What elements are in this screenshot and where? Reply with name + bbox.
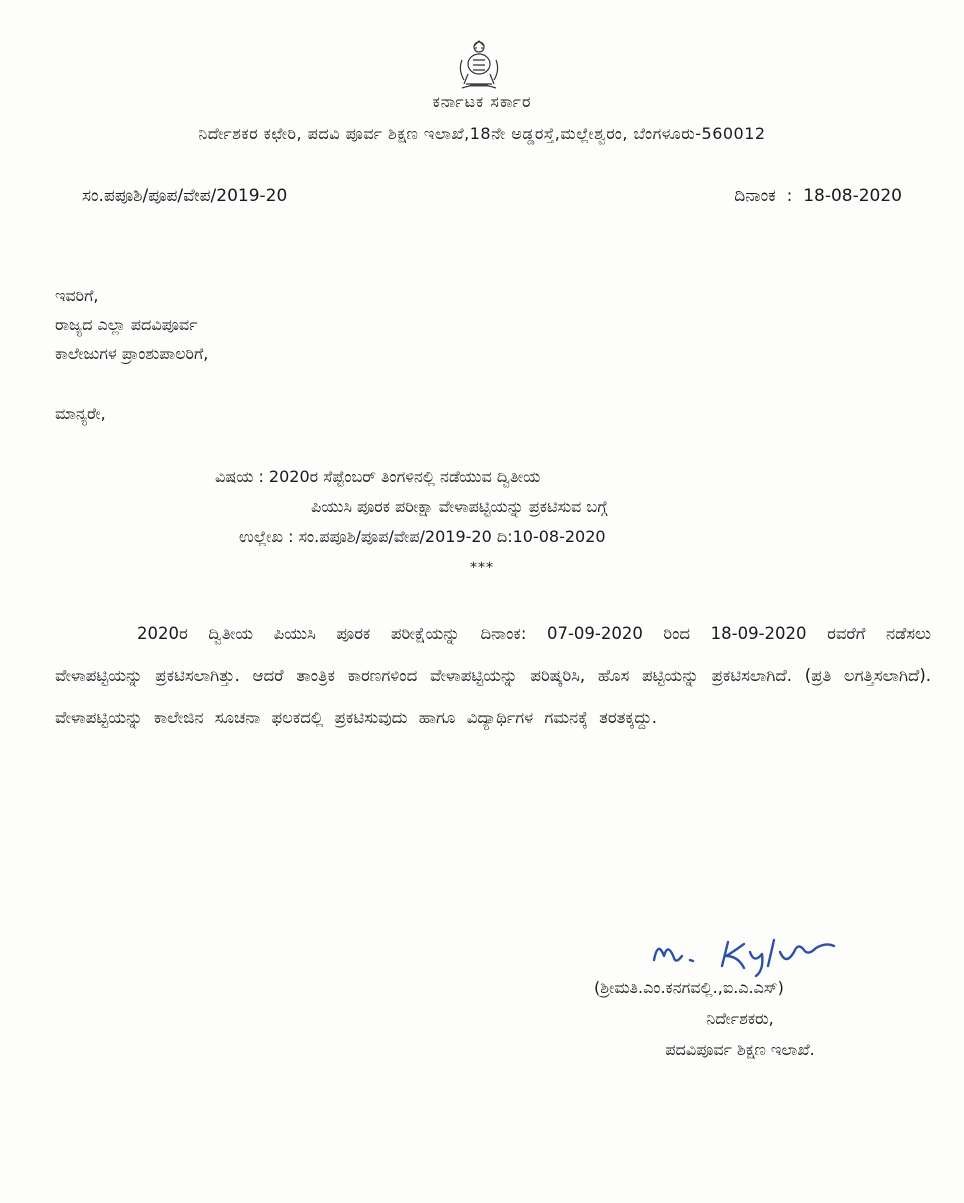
reference-value: ಸಂ.ಪಪೂಶಿ/ಪೂಪ/ವೇಪ/2019-20 ದಿ:10-08-2020 xyxy=(298,527,606,546)
salutation: ಮಾನ್ಯರೇ, xyxy=(55,404,106,423)
reference-number: ಸಂ.ಪಪೂಶಿ/ಪೂಪ/ವೇಪ/2019-20 xyxy=(82,186,288,206)
date-label: ದಿನಾಂಕ xyxy=(734,186,776,206)
signatory-name: (ಶ್ರೀಮತಿ.ಎಂ.ಕನಗವಲ್ಲಿ.,ಐ.ಎ.ಎಸ್) xyxy=(594,978,784,997)
section-separator: *** xyxy=(470,560,494,576)
subject-label: ವಿಷಯ xyxy=(215,467,254,486)
addressee-block xyxy=(55,281,208,368)
office-address: ನಿರ್ದೇಶಕರ ಕಛೇರಿ, ಪದವಿ ಪೂರ್ವ ಶಿಕ್ಷಣ ಇಲಾಖೆ,18ನೇ ಅಡ್ಡರಸ್ತೆ,ಮಲ್ಲೇಶ್ವರಂ, ಬೆಂಗಳೂರು-560012 xyxy=(198,124,766,143)
karnataka-emblem-icon xyxy=(452,38,506,92)
signatory-department: ಪದವಿಪೂರ್ವ ಶಿಕ್ಷಣ ಇಲಾಖೆ. xyxy=(665,1040,815,1059)
body-paragraph: 2020ರ ದ್ವಿತೀಯ ಪಿಯುಸಿ ಪೂರಕ ಪರೀಕ್ಷೆಯನ್ನು ದಿನಾಂಕ: 07-09-2020 ರಿಂದ 18-09-2020 ರವರೆಗೆ ನಡೆಸಲು ವೇಳಾಪಟ್ಟಿಯನ್ನು ಪ್ರಕಟಿಸಲಾಗಿತ್ತು. ಆದರೆ ತಾಂತ್ರಿಕ ಕಾರಣಗಳಿಂದ ವೇಳಾಪಟ್ಟಿಯನ್ನು ಪರಿಷ್ಕರಿಸಿ, ಹೊಸ ಪಟ್ಟಿಯನ್ನು ಪ್ರಕಟಿಸಲಾಗಿದೆ. (ಪ್ರತಿ ಲಗತ್ತಿಸಲಾಗಿದೆ). ವೇಳಾಪಟ್ಟಿಯನ್ನು ಕಾಲೇಜಿನ ಸೂಚನಾ ಫಲಕದಲ್ಲಿ ಪ್ರಕಟಿಸುವುದು ಹಾಗೂ ವಿದ್ಯಾರ್ಥಿಗಳ ಗಮನಕ್ಕೆ ತರತಕ್ಕದ್ದು. xyxy=(55,624,931,727)
reference-label: ಉಲ್ಲೇಖ xyxy=(239,527,283,546)
government-title: ಕರ್ನಾಟಕ ಸರ್ಕಾರ xyxy=(432,92,532,111)
addressee-line: ರಾಜ್ಯದ ಎಲ್ಲಾ ಪದವಿಪೂರ್ವ xyxy=(55,315,198,334)
subject-row: ವಿಷಯ : 2020ರ ಸೆಪ್ಟೆಂಬರ್ ತಿಂಗಳಿನಲ್ಲಿ ನಡೆಯುವ ದ್ವಿತೀಯ xyxy=(215,467,541,486)
letter-date xyxy=(734,186,902,206)
addressee-line: ಕಾಲೇಜುಗಳ ಪ್ರಾಂಶುಪಾಲರಿಗೆ, xyxy=(55,344,209,363)
subject-block xyxy=(215,462,935,552)
subject-line-2: ಪಿಯುಸಿ ಪೂರಕ ಪರೀಕ್ಷಾ ವೇಳಾಪಟ್ಟಿಯನ್ನು ಪ್ರಕಟಿಸುವ ಬಗ್ಗೆ xyxy=(311,497,608,516)
date-value: 18-08-2020 xyxy=(803,186,902,206)
addressee-line: ಇವರಿಗೆ, xyxy=(55,286,99,305)
subject-line-1: 2020ರ ಸೆಪ್ಟೆಂಬರ್ ತಿಂಗಳಿನಲ್ಲಿ ನಡೆಯುವ ದ್ವಿತೀಯ xyxy=(268,467,541,486)
date-colon: : xyxy=(781,186,798,206)
signatory-designation: ನಿರ್ದೇಶಕರು, xyxy=(706,1009,774,1028)
signatory-block xyxy=(590,972,890,1065)
reference-row: ಉಲ್ಲೇಖ : ಸಂ.ಪಪೂಶಿ/ಪೂಪ/ವೇಪ/2019-20 ದಿ:10-08-2020 xyxy=(239,527,606,546)
